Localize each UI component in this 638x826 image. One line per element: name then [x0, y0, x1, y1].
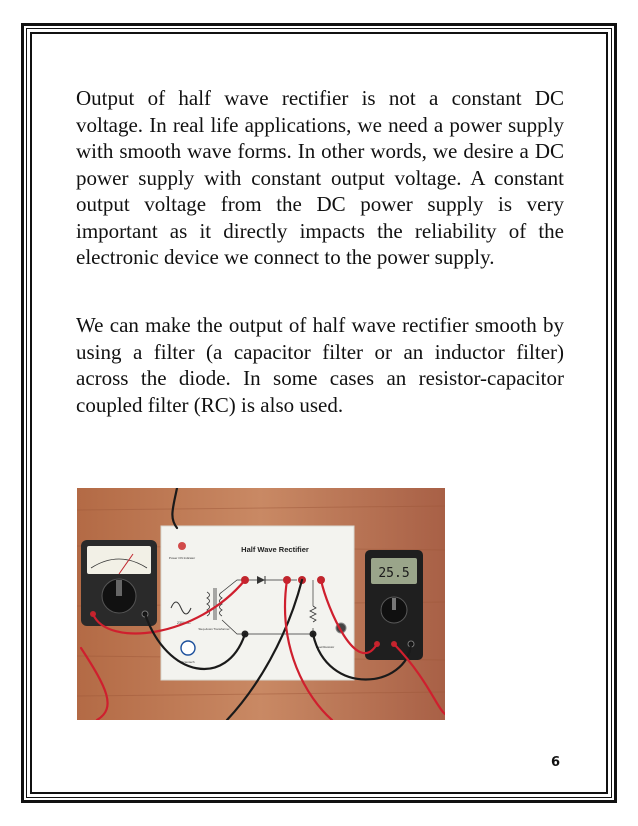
board-title: Half Wave Rectifier [241, 545, 309, 554]
supply-label: 230V AC [177, 621, 191, 625]
rectifier-photo-illustration [77, 488, 445, 720]
load-label: Load Resistor [315, 645, 335, 649]
page-number: 6 [551, 755, 561, 770]
power-indicator-label: Power ON Indicator [168, 556, 196, 560]
brand-label: Scientech [181, 660, 195, 664]
transformer-label: Step-down Transformer [198, 627, 230, 631]
multimeter-reading: 25.5 [378, 566, 410, 581]
paragraph-2: We can make the output of half wave rectifier smooth by using a filter (a capacitor filter or an inductor filter) across the diode. In some cases an resistor-capacitor coupled filter (RC) is also used. [76, 313, 564, 417]
power-indicator-lamp [178, 542, 186, 550]
brand-logo [181, 641, 195, 655]
rectifier-photo [77, 488, 445, 720]
trainer-board [161, 526, 354, 680]
paragraph-1: Output of half wave rectifier is not a constant DC voltage. In real life applications, we need a power supply with smooth wave forms. In other words, we desire a DC power supply with constant output voltage. A constant output voltage from the DC power supply is very important as it directly impacts the reliability of the electronic device we connect to the power supply. [76, 86, 564, 269]
